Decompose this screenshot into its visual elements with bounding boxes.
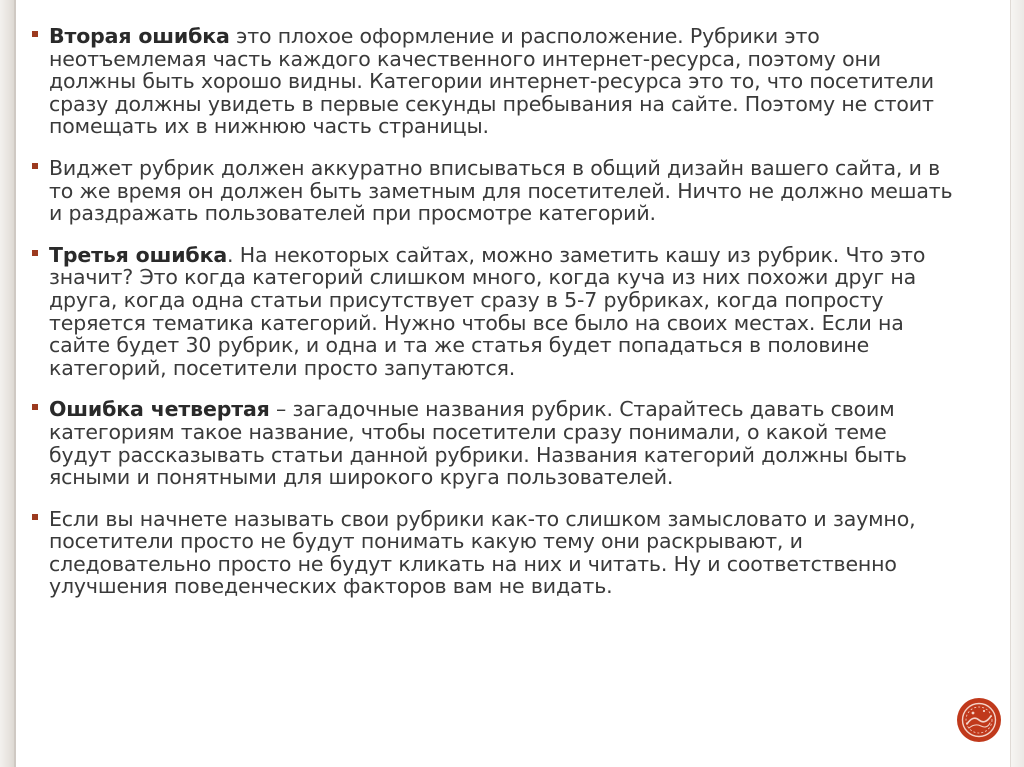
bullet-text: Виджет рубрик должен аккуратно вписываться в общий дизайн вашего сайта, и в то же время он должен быть заметным для посетителей. Ничто не должно мешать и раздражать пользователей при просмотре категорий.	[49, 155, 953, 226]
page-fold-left	[0, 0, 16, 767]
page-fold-right	[1010, 0, 1024, 767]
slide-content	[30, 25, 955, 617]
presentation-logo-icon	[956, 697, 1002, 743]
bullet-list	[30, 25, 955, 598]
bullet-text: . На некоторых сайтах, можно заметить кашу из рубрик. Что это значит? Это когда категорий слишком много, когда куча из них похожи друг на друга, когда одна статьи присутствует сразу в 5-7 рубриках, когда попросту теряется тематика категорий. Нужно чтобы все было на своих местах. Если на сайте будет 30 рубрик, и одна и та же статья будет попадаться в половине категорий, посетители просто запутаются.	[49, 242, 926, 380]
square-bullet-icon	[32, 250, 38, 256]
bullet-item-naming	[30, 508, 955, 598]
square-bullet-icon	[32, 404, 38, 410]
bullet-text: Если вы начнете называть свои рубрики как-то слишком замысловато и заумно, посетители просто не будут понимать какую тему они раскрывают, и следовательно просто не будут кликать на них и читать. Ну и соответственно улучшения поведенческих факторов вам не видать.	[49, 506, 916, 599]
square-bullet-icon	[32, 31, 38, 37]
bullet-item-third-error	[30, 244, 955, 380]
bullet-heading: Ошибка четвертая	[49, 397, 270, 422]
bullet-item-widget	[30, 157, 955, 225]
bullet-item-fourth-error	[30, 398, 955, 488]
bullet-item-second-error	[30, 25, 955, 138]
bullet-text: – загадочные названия рубрик. Старайтесь давать своим категориям такое название, чтобы посетители сразу понимали, о какой теме будут рассказывать статьи данной рубрики. Названия категорий должны быть ясными и понятными для широкого круга пользователей.	[49, 397, 907, 490]
bullet-heading: Третья ошибка	[49, 242, 228, 267]
square-bullet-icon	[32, 163, 38, 169]
bullet-heading: Вторая ошибка	[49, 24, 230, 48]
bullet-text: это плохое оформление и расположение. Рубрики это неотъемлемая часть каждого качественного интернет-ресурса, поэтому они должны быть хорошо видны. Категории интернет-ресурса это то, что посетители сразу должны увидеть в первые секунды пребывания на сайте. Поэтому не стоит помещать их в нижнюю часть страницы.	[49, 24, 934, 139]
square-bullet-icon	[32, 514, 38, 520]
